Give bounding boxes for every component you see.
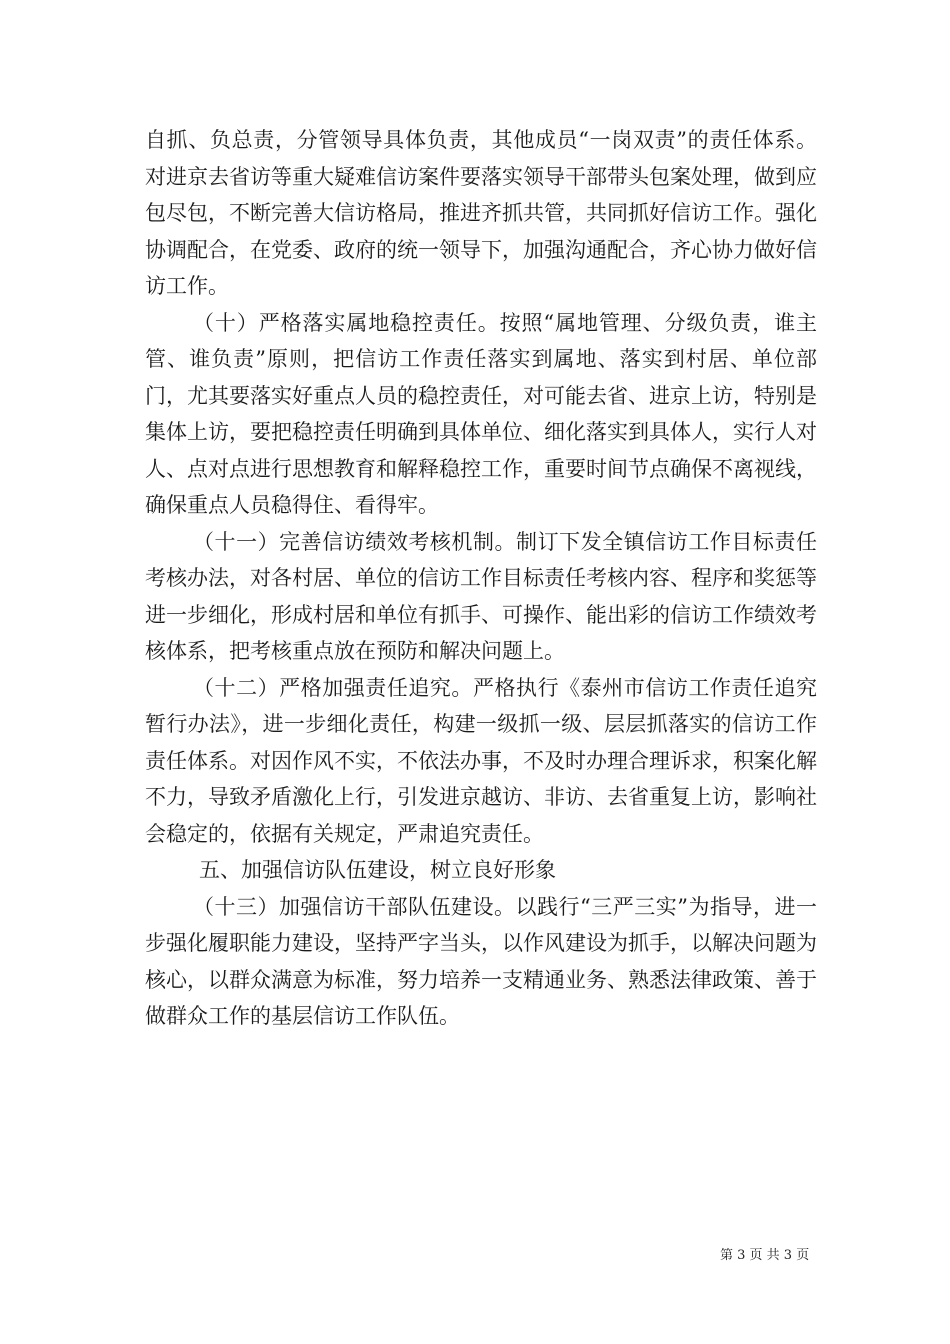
page-number: 第 3 页 共 3 页 (720, 1248, 810, 1263)
paragraph-item-10: （十）严格落实属地稳控责任。按照“属地管理、分级负责，谁主管、谁负责”原则，把信访工作责任落实到属地、落实到村居、单位部门，尤其要落实好重点人员的稳控责任，对可能去省、进京上访，特别是集体上访，要把稳控责任明确到具体单位、细化落实到具体人，实行人对人、点对点进行思想教育和解释稳控工作，重要时间节点确保不离视线，确保重点人员稳得住、看得牢。 (145, 310, 817, 517)
document-body (145, 122, 817, 1035)
paragraph-item-13: （十三）加强信访干部队伍建设。以践行“三严三实”为指导，进一步强化履职能力建设，坚持严字当头，以作风建设为抓手，以解决问题为核心，以群众满意为标准，努力培养一支精通业务、熟悉法律政策、善于做群众工作的基层信访工作队伍。 (145, 894, 817, 1028)
paragraph-item-12: （十二）严格加强责任追究。严格执行《泰州市信访工作责任追究暂行办法》，进一步细化责任，构建一级抓一级、层层抓落实的信访工作责任体系。对因作风不实，不依法办事，不及时办理合理诉求，积案化解不力，导致矛盾激化上行，引发进京越访、非访、去省重复上访，影响社会稳定的，依据有关规定，严肃追究责任。 (145, 675, 817, 846)
paragraph-item-11: （十一）完善信访绩效考核机制。制订下发全镇信访工作目标责任考核办法，对各村居、单位的信访工作目标责任考核内容、程序和奖惩等进一步细化，形成村居和单位有抓手、可操作、能出彩的信访工作绩效考核体系，把考核重点放在预防和解决问题上。 (145, 529, 817, 663)
paragraph-continuation: 自抓、负总责，分管领导具体负责，其他成员“一岗双责”的责任体系。对进京去省访等重大疑难信访案件要落实领导干部带头包案处理，做到应包尽包，不断完善大信访格局，推进齐抓共管，共同抓好信访工作。强化协调配合，在党委、政府的统一领导下，加强沟通配合，齐心协力做好信访工作。 (145, 128, 817, 298)
section-heading-5: 五、加强信访队伍建设，树立良好形象 (199, 858, 556, 882)
